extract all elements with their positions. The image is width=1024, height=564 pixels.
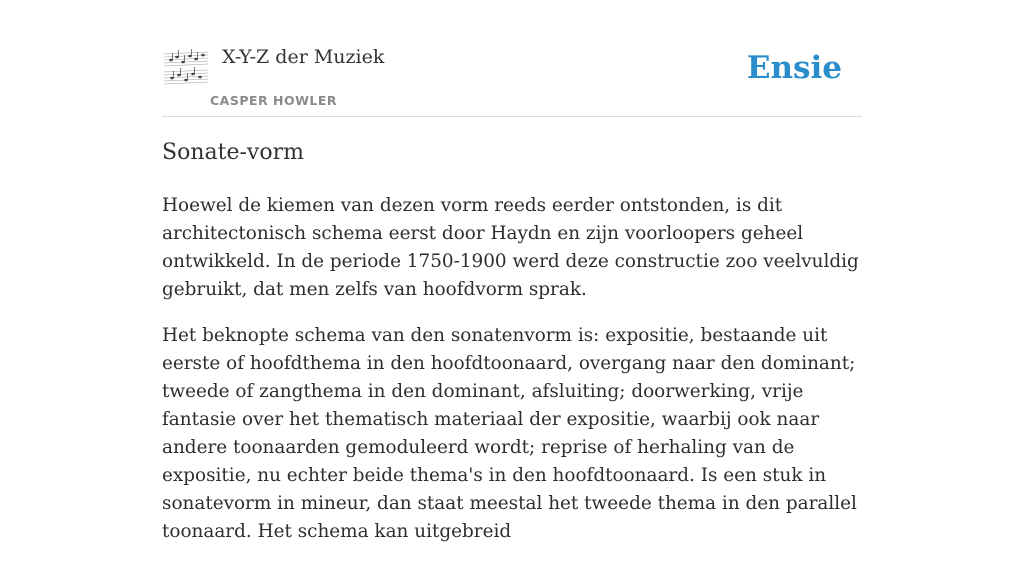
paragraph: Hoewel de kiemen van dezen vorm reeds eerder ontstonden, is dit architectonisch schema eerst door Haydn en zijn voorloopers geheel ontwikkeld. In de periode 1750-1900 werd deze constructie zoo veelvuldig gebruikt, dat men zelfs van hoofdvorm sprak. [162, 195, 859, 300]
article-body [162, 192, 862, 564]
author-name[interactable]: CASPER HOWLER [210, 93, 338, 108]
book-header [162, 0, 862, 117]
brand-logo[interactable]: Ensie [746, 50, 842, 86]
book-title[interactable]: X-Y-Z der Muziek [222, 46, 385, 68]
paragraph: Het beknopte schema van den sonatenvorm is: expositie, bestaande uit eerste of hoofdthema in den hoofdtoonaard, overgang naar den dominant; tweede of zangthema in den dominant, afsluiting; doorwerking, vrije fantasie over het thematisch materiaal der expositie, waarbij ook naar andere toonaarden gemoduleerd wordt; reprise of herhaling van de expositie, nu echter beide thema's in den hoofdtoonaard. Is een stuk in sonatevorm in mineur, dan staat meestal het tweede thema in den parallel toonaard. Het schema kan uitgebreid [162, 325, 857, 542]
sheet-music-icon[interactable] [162, 44, 210, 90]
page [162, 0, 862, 542]
article-title: Sonate-vorm [162, 140, 304, 165]
